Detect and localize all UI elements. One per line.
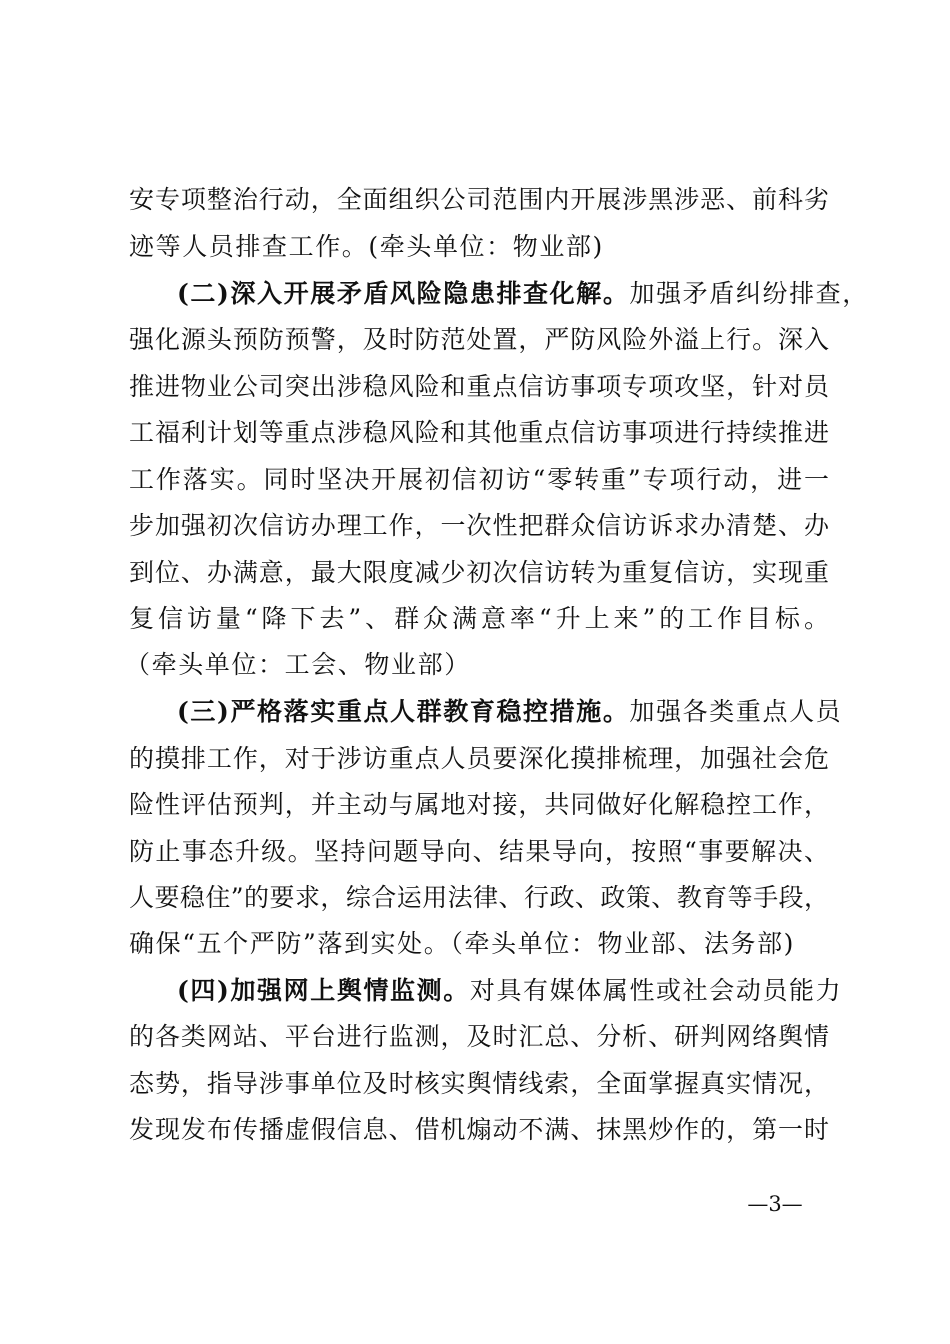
page-number: —3— xyxy=(747,1192,803,1216)
section-heading-line xyxy=(177,697,877,727)
text-line: 到位、办满意，最大限度减少初次信访转为重复信访，实现重 xyxy=(129,558,829,587)
section-heading-line xyxy=(177,279,877,309)
text-line: 迹等人员排查工作。(牵头单位：物业部) xyxy=(129,232,604,261)
text-line: 的各类网站、平台进行监测，及时汇总、分析、研判网络舆情 xyxy=(129,1022,829,1051)
text-span: 加强矛盾纠纷排查， xyxy=(629,279,869,308)
section-heading: (二)深入开展矛盾风险隐患排查化解。 xyxy=(177,279,630,308)
text-line: 确保“五个严防”落到实处。（牵头单位：物业部、法务部) xyxy=(129,929,796,958)
text-line: 人要稳住”的要求，综合运用法律、行政、政策、教育等手段， xyxy=(129,883,829,912)
text-line: 强化源头预防预警，及时防范处置，严防风险外溢上行。深入 xyxy=(129,325,829,354)
text-line: 步加强初次信访办理工作，一次性把群众信访诉求办清楚、办 xyxy=(129,511,829,540)
text-line: （牵头单位：工会、物业部） xyxy=(125,650,471,679)
text-line: 工福利计划等重点涉稳风险和其他重点信访事项进行持续推进 xyxy=(129,418,829,447)
section-heading-line xyxy=(177,976,877,1006)
text-span: 对具有媒体属性或社会动员能力 xyxy=(469,976,843,1005)
section-heading: (三)严格落实重点人群教育稳控措施。 xyxy=(177,697,630,726)
text-line: 推进物业公司突出涉稳风险和重点信访事项专项攻坚，针对员 xyxy=(129,372,829,401)
text-line: 安专项整治行动，全面组织公司范围内开展涉黑涉恶、前科劣 xyxy=(129,185,829,214)
section-heading: (四)加强网上舆情监测。 xyxy=(177,976,470,1005)
text-line: 险性评估预判，并主动与属地对接，共同做好化解稳控工作， xyxy=(129,790,829,819)
text-line: 复信访量“降下去”、群众满意率“升上来”的工作目标。 xyxy=(129,604,829,633)
text-line: 防止事态升级。坚持问题导向、结果导向，按照“事要解决、 xyxy=(129,837,829,866)
text-line: 的摸排工作，对于涉访重点人员要深化摸排梳理，加强社会危 xyxy=(129,744,829,773)
text-line: 态势，指导涉事单位及时核实舆情线索，全面掌握真实情况， xyxy=(129,1069,829,1098)
text-span: 加强各类重点人员 xyxy=(629,697,843,726)
text-line: 发现发布传播虚假信息、借机煽动不满、抹黑炒作的，第一时 xyxy=(129,1115,829,1144)
text-line: 工作落实。同时坚决开展初信初访“零转重”专项行动，进一 xyxy=(129,465,829,494)
